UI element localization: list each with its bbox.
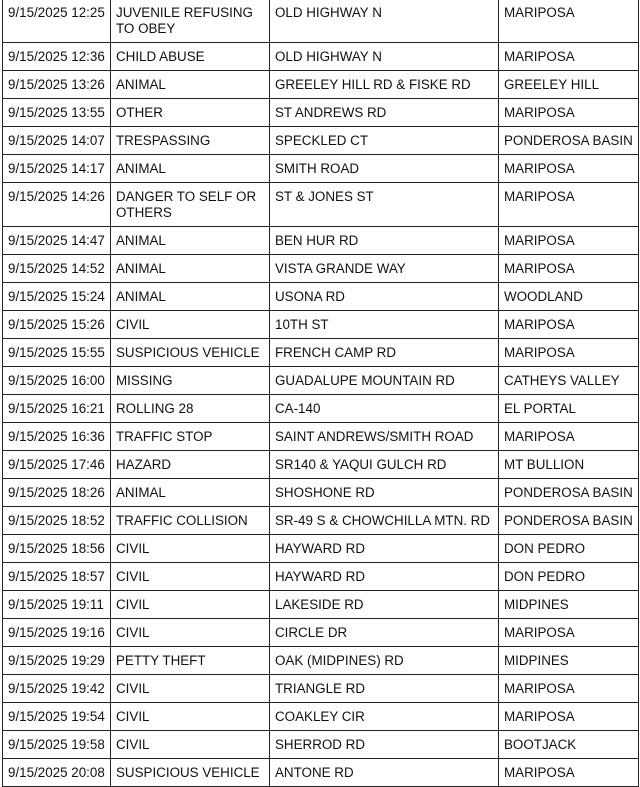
cell-type: CIVIL [111,675,270,703]
cell-area: WOODLAND [499,283,639,311]
cell-time: 9/15/2025 19:11 [3,591,111,619]
table-row [3,99,639,127]
cell-location: SMITH ROAD [270,155,499,183]
cell-location: OLD HIGHWAY N [270,0,499,43]
cell-area: BOOTJACK [499,731,639,759]
cell-location: SHERROD RD [270,731,499,759]
table-row [3,127,639,155]
cell-time: 9/15/2025 12:36 [3,43,111,71]
call-log-body [3,0,639,787]
table-row [3,703,639,731]
table-row [3,451,639,479]
cell-location: USONA RD [270,283,499,311]
cell-location: LAKESIDE RD [270,591,499,619]
cell-location: SPECKLED CT [270,127,499,155]
table-row [3,591,639,619]
cell-location: SAINT ANDREWS/SMITH ROAD [270,423,499,451]
table-row [3,563,639,591]
cell-area: MARIPOSA [499,183,639,227]
table-row [3,283,639,311]
table-row [3,479,639,507]
cell-type: ANIMAL [111,155,270,183]
cell-area: MARIPOSA [499,99,639,127]
cell-type: ANIMAL [111,479,270,507]
cell-location: 10TH ST [270,311,499,339]
cell-time: 9/15/2025 19:58 [3,731,111,759]
cell-time: 9/15/2025 18:57 [3,563,111,591]
cell-time: 9/15/2025 14:52 [3,255,111,283]
cell-time: 9/15/2025 13:55 [3,99,111,127]
cell-time: 9/15/2025 15:24 [3,283,111,311]
cell-area: MARIPOSA [499,311,639,339]
cell-type: ANIMAL [111,71,270,99]
table-row [3,311,639,339]
cell-time: 9/15/2025 18:56 [3,535,111,563]
cell-type: JUVENILE REFUSING TO OBEY [111,0,270,43]
table-row [3,675,639,703]
cell-time: 9/15/2025 14:47 [3,227,111,255]
table-row [3,619,639,647]
table-row [3,423,639,451]
cell-type: ANIMAL [111,227,270,255]
cell-type: CIVIL [111,535,270,563]
table-row [3,367,639,395]
cell-time: 9/15/2025 14:07 [3,127,111,155]
cell-type: OTHER [111,99,270,127]
table-row [3,183,639,227]
cell-location: SR-49 S & CHOWCHILLA MTN. RD [270,507,499,535]
cell-area: DON PEDRO [499,563,639,591]
cell-location: HAYWARD RD [270,535,499,563]
cell-area: PONDEROSA BASIN [499,479,639,507]
cell-area: MARIPOSA [499,255,639,283]
cell-type: TRESPASSING [111,127,270,155]
cell-type: CIVIL [111,731,270,759]
table-row [3,535,639,563]
cell-area: PONDEROSA BASIN [499,507,639,535]
cell-time: 9/15/2025 18:52 [3,507,111,535]
cell-type: CIVIL [111,563,270,591]
cell-location: HAYWARD RD [270,563,499,591]
table-row [3,339,639,367]
cell-time: 9/15/2025 19:42 [3,675,111,703]
cell-area: MARIPOSA [499,155,639,183]
table-row [3,395,639,423]
cell-area: MARIPOSA [499,43,639,71]
cell-time: 9/15/2025 17:46 [3,451,111,479]
table-row [3,71,639,99]
cell-location: ST & JONES ST [270,183,499,227]
cell-area: PONDEROSA BASIN [499,127,639,155]
cell-location: SHOSHONE RD [270,479,499,507]
cell-time: 9/15/2025 20:08 [3,759,111,787]
cell-time: 9/15/2025 19:54 [3,703,111,731]
cell-area: MARIPOSA [499,339,639,367]
cell-type: ANIMAL [111,255,270,283]
cell-type: TRAFFIC COLLISION [111,507,270,535]
cell-time: 9/15/2025 18:26 [3,479,111,507]
table-row [3,731,639,759]
cell-type: DANGER TO SELF OR OTHERS [111,183,270,227]
cell-time: 9/15/2025 16:36 [3,423,111,451]
cell-location: GUADALUPE MOUNTAIN RD [270,367,499,395]
cell-location: SR140 & YAQUI GULCH RD [270,451,499,479]
cell-location: COAKLEY CIR [270,703,499,731]
cell-time: 9/15/2025 14:17 [3,155,111,183]
cell-area: CATHEYS VALLEY [499,367,639,395]
cell-type: PETTY THEFT [111,647,270,675]
table-row [3,43,639,71]
table-row [3,647,639,675]
cell-time: 9/15/2025 15:55 [3,339,111,367]
cell-area: GREELEY HILL [499,71,639,99]
cell-type: CIVIL [111,311,270,339]
table-row [3,227,639,255]
cell-location: OLD HIGHWAY N [270,43,499,71]
table-row [3,507,639,535]
table-row [3,0,639,43]
cell-time: 9/15/2025 14:26 [3,183,111,227]
cell-time: 9/15/2025 19:16 [3,619,111,647]
cell-time: 9/15/2025 19:29 [3,647,111,675]
cell-time: 9/15/2025 13:26 [3,71,111,99]
cell-location: ST ANDREWS RD [270,99,499,127]
cell-location: ANTONE RD [270,759,499,787]
cell-area: MARIPOSA [499,227,639,255]
cell-location: CA-140 [270,395,499,423]
cell-area: MARIPOSA [499,619,639,647]
cell-type: HAZARD [111,451,270,479]
cell-type: SUSPICIOUS VEHICLE [111,339,270,367]
table-row [3,155,639,183]
cell-time: 9/15/2025 15:26 [3,311,111,339]
cell-type: ROLLING 28 [111,395,270,423]
cell-location: GREELEY HILL RD & FISKE RD [270,71,499,99]
cell-type: CHILD ABUSE [111,43,270,71]
cell-area: MARIPOSA [499,423,639,451]
cell-area: MT BULLION [499,451,639,479]
call-log-table [2,0,639,787]
cell-time: 9/15/2025 16:21 [3,395,111,423]
cell-area: MARIPOSA [499,675,639,703]
cell-area: MARIPOSA [499,703,639,731]
cell-type: CIVIL [111,619,270,647]
cell-area: DON PEDRO [499,535,639,563]
cell-location: TRIANGLE RD [270,675,499,703]
cell-area: MARIPOSA [499,759,639,787]
cell-location: CIRCLE DR [270,619,499,647]
table-row [3,255,639,283]
cell-type: ANIMAL [111,283,270,311]
cell-area: MARIPOSA [499,0,639,43]
cell-time: 9/15/2025 16:00 [3,367,111,395]
cell-location: FRENCH CAMP RD [270,339,499,367]
table-row [3,759,639,787]
cell-type: CIVIL [111,591,270,619]
cell-location: VISTA GRANDE WAY [270,255,499,283]
cell-type: MISSING [111,367,270,395]
cell-location: BEN HUR RD [270,227,499,255]
cell-area: MIDPINES [499,647,639,675]
cell-type: TRAFFIC STOP [111,423,270,451]
cell-type: CIVIL [111,703,270,731]
cell-time: 9/15/2025 12:25 [3,0,111,43]
cell-type: SUSPICIOUS VEHICLE [111,759,270,787]
cell-area: MIDPINES [499,591,639,619]
cell-location: OAK (MIDPINES) RD [270,647,499,675]
cell-area: EL PORTAL [499,395,639,423]
